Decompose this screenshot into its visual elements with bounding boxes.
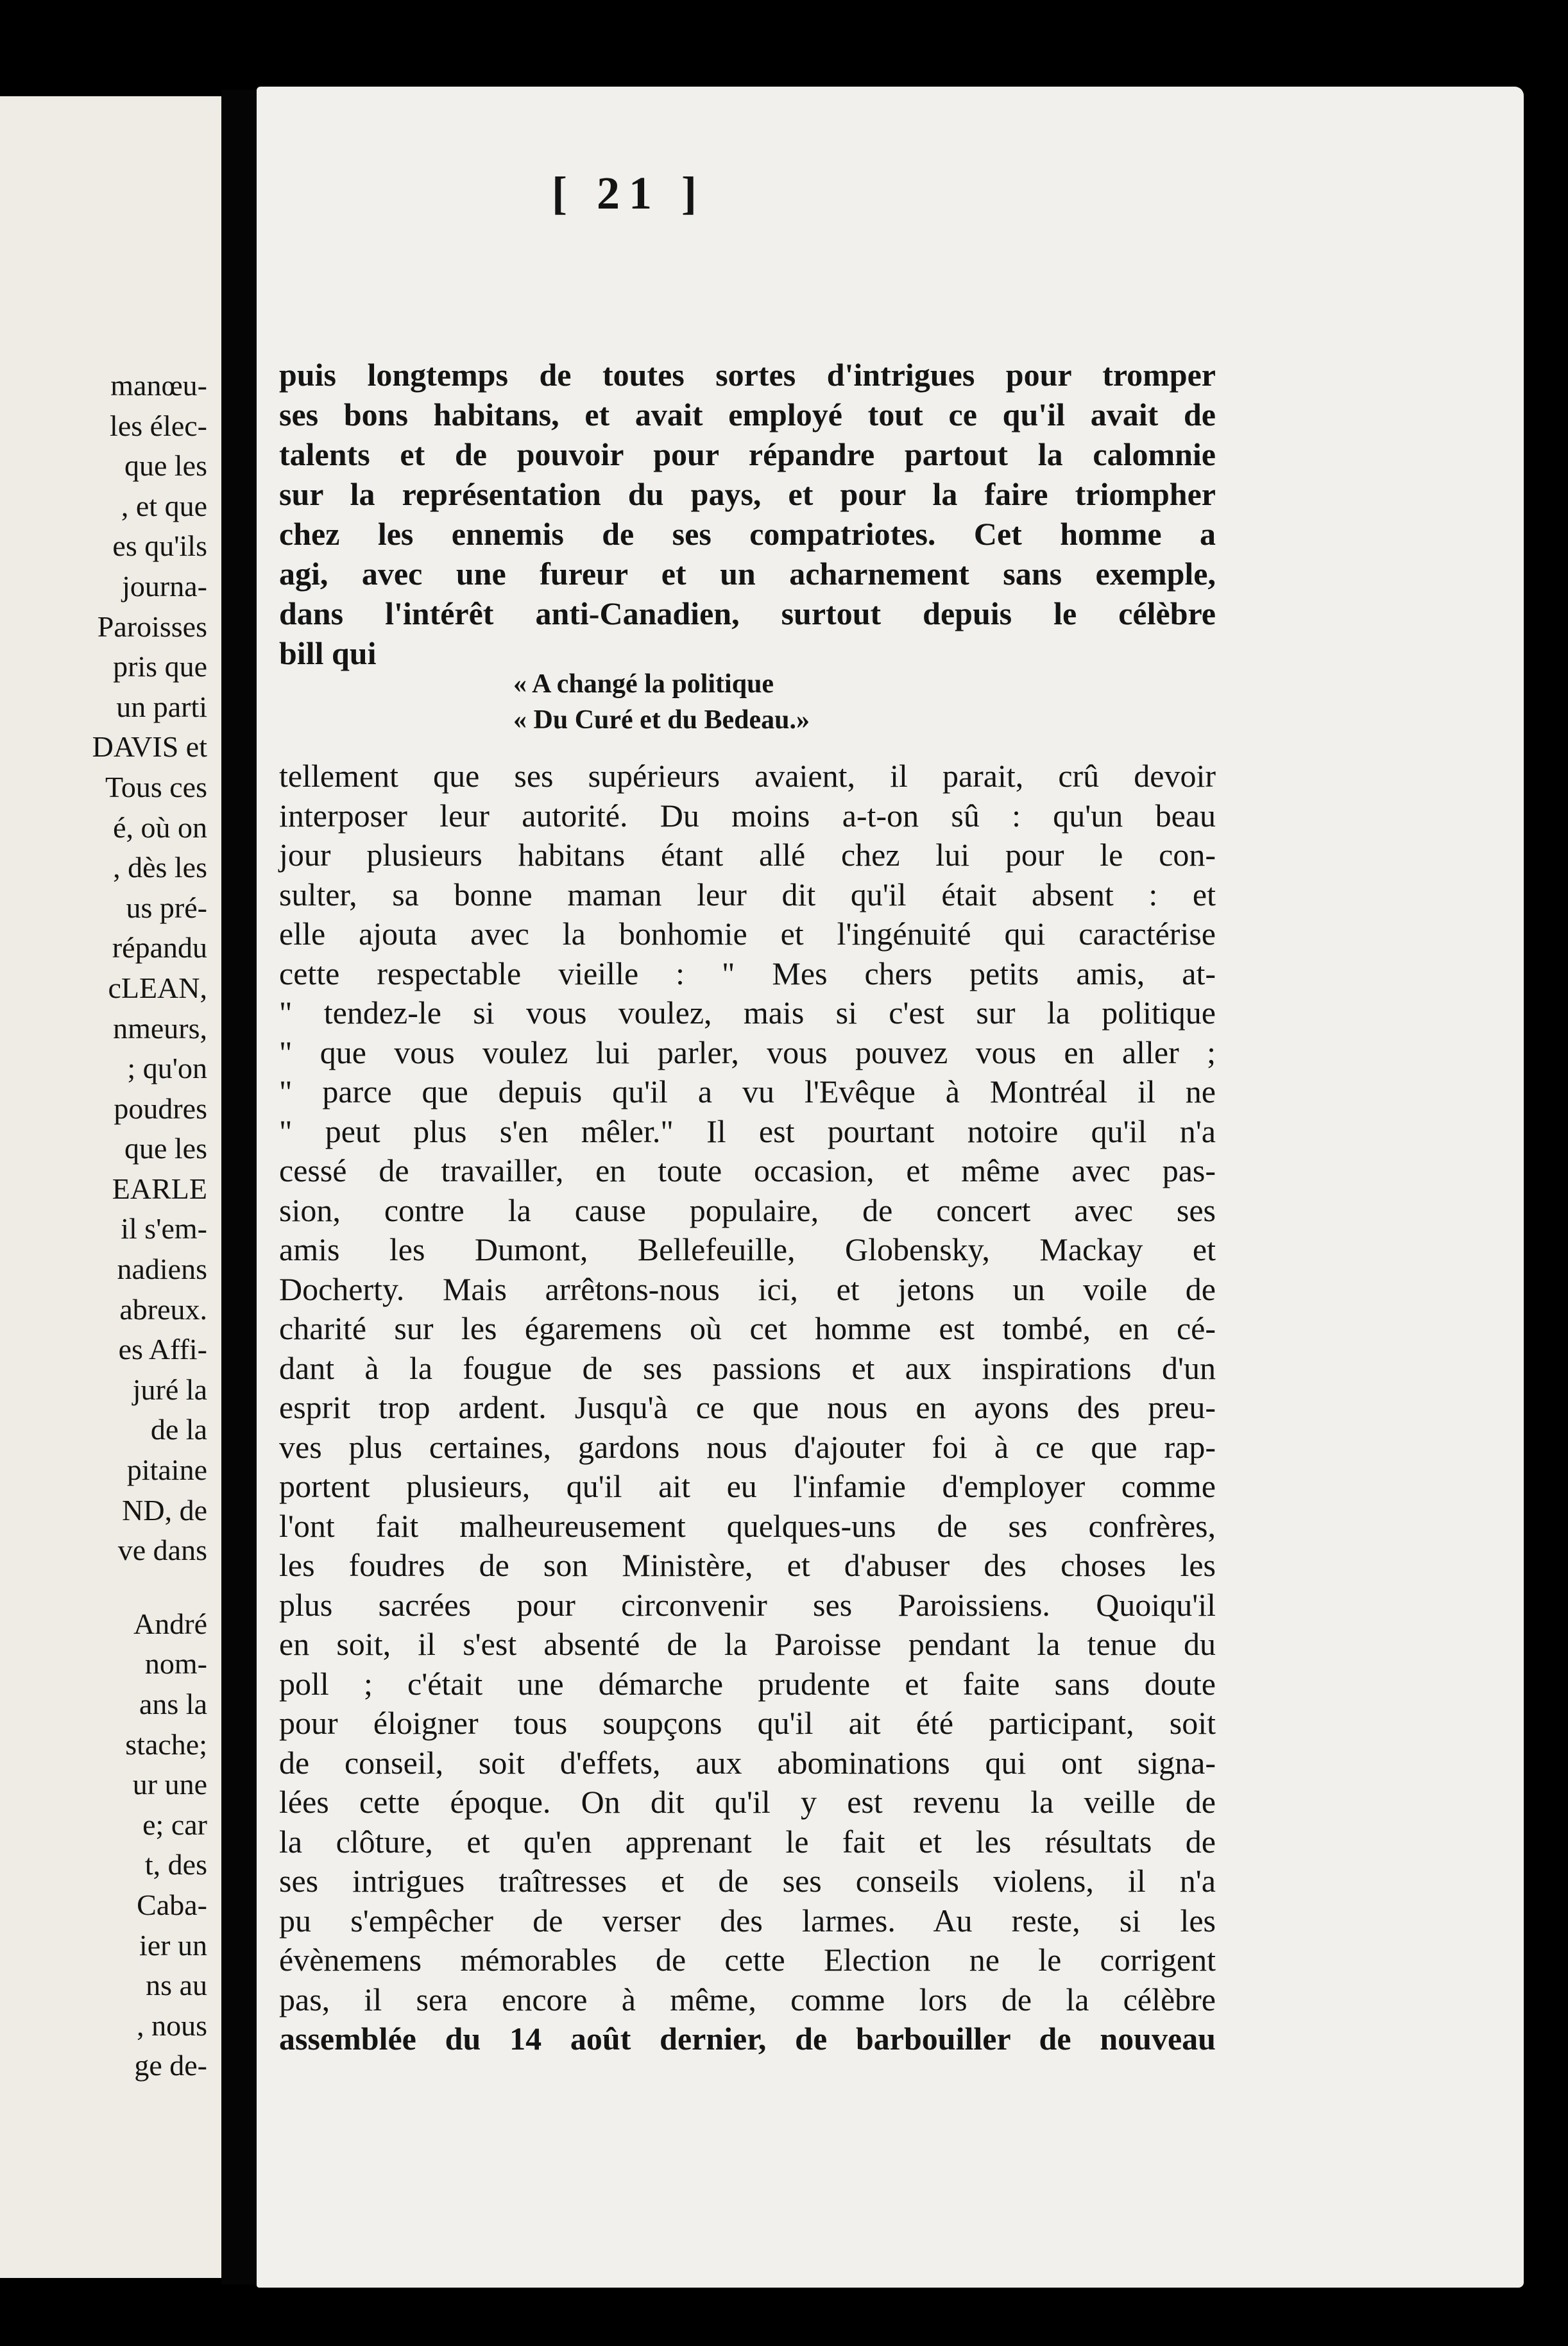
left-page-line: manœu- [110,369,207,402]
left-page-line: pris que [113,650,207,683]
left-page-line: stache; [125,1727,207,1761]
left-page-line: es qu'ils [112,529,207,563]
body-line: " peut plus s'en mêler." Il est pourtant notoire qu'il n'a [279,1113,1216,1149]
quote-line: « Du Curé et du Bedeau.» [513,705,810,735]
left-page-line: nom- [144,1647,207,1681]
left-page-line: André [133,1607,207,1640]
left-page-line: cLEAN, [108,971,207,1004]
left-page-line: journa- [122,569,207,603]
left-page-text [0,366,221,2086]
body-line: agi, avec une fureur et un acharnement sans exemple, [279,556,1216,592]
body-line: elle ajouta avec la bonhomie et l'ingénuité qui caractérise [279,916,1216,952]
left-page-line: é, où on [113,810,207,844]
left-page-line: de la [150,1413,207,1446]
left-page-line: pitaine [126,1453,207,1487]
left-page-line: Tous ces [105,770,207,803]
left-page-line: t, des [144,1848,207,1881]
body-line: " tendez-le si vous voulez, mais si c'est sur la politique [279,995,1216,1031]
left-page [0,96,221,2278]
body-line: en soit, il s'est absenté de la Paroisse pendant la tenue du [279,1626,1216,1662]
body-line: lées cette époque. On dit qu'il y est revenu la veille de [279,1784,1216,1820]
left-page-line: , dès les [113,851,207,884]
body-line: amis les Dumont, Bellefeuille, Globensky, Mackay et [279,1231,1216,1267]
body-line: jour plusieurs habitans étant allé chez lui pour le con- [279,837,1216,873]
book-gutter [221,90,257,2284]
left-page-line: ns au [146,1969,207,2002]
body-line: de conseil, soit d'effets, aux abominations qui ont signa- [279,1745,1216,1781]
body-line: dant à la fougue de ses passions et aux inspirations d'un [279,1350,1216,1386]
body-line: poll ; c'était une démarche prudente et faite sans doute [279,1666,1216,1702]
body-line: charité sur les égaremens où cet homme est tombé, en cé- [279,1310,1216,1346]
left-page-line: ans la [139,1688,207,1720]
left-page-line: es Affi- [118,1333,207,1366]
body-line: évènemens mémorables de cette Election ne le corrigent [279,1942,1216,1978]
body-line: bill qui [279,635,377,671]
left-page-line: répandu [112,931,207,964]
body-line: ses bons habitans, et avait employé tout ce qu'il avait de [279,397,1216,432]
left-page-line: , nous [137,2008,207,2042]
left-page-line: ur une [132,1768,207,1801]
body-line: chez les ennemis de ses compatriotes. Cet homme a [279,516,1216,552]
body-line: la clôture, et qu'en apprenant le fait et les résultats de [279,1824,1216,1860]
left-page-line: DAVIS et [92,730,207,764]
quote-line: « A changé la politique [513,669,774,699]
body-line: cessé de travailler, en toute occasion, et même avec pas- [279,1152,1216,1188]
body-line: esprit trop ardent. Jusqu'à ce que nous en ayons des preu- [279,1389,1216,1425]
body-line: sion, contre la cause populaire, de concert avec ses [279,1192,1216,1228]
page-number-header: [ 21 ] [552,167,706,219]
body-line: plus sacrées pour circonvenir ses Paroissiens. Quoiqu'il [279,1587,1216,1623]
left-page-line: que les [124,1132,207,1165]
body-line: tellement que ses supérieurs avaient, il parait, crû devoir [279,758,1216,794]
left-page-line: abreux. [119,1292,207,1326]
left-page-line: nmeurs, [113,1011,207,1045]
left-page-line: ier un [139,1928,207,1962]
left-page-line: nadiens [117,1253,207,1286]
body-line: " parce que depuis qu'il a vu l'Evêque à Montréal il ne [279,1074,1216,1109]
left-page-line: ND, de [122,1493,207,1527]
left-page-line: Caba- [137,1888,207,1921]
left-page-line: poudres [114,1092,207,1125]
body-line: sur la représentation du pays, et pour la faire triompher [279,476,1216,512]
left-page-line: ; qu'on [127,1052,207,1085]
body-line: les foudres de son Ministère, et d'abuser des choses les [279,1547,1216,1583]
body-line: pu s'empêcher de verser des larmes. Au reste, si les [279,1903,1216,1939]
left-page-line: Paroisses [97,610,207,643]
body-line: pour éloigner tous soupçons qu'il ait été participant, soit [279,1705,1216,1741]
left-page-line: e; car [142,1808,207,1841]
body-line: interposer leur autorité. Du moins a-t-on sû : qu'un beau [279,798,1216,834]
body-line: talents et de pouvoir pour répandre partout la calomnie [279,436,1216,472]
body-line: sulter, sa bonne maman leur dit qu'il était absent : et [279,877,1216,912]
body-line: cette respectable vieille : " Mes chers petits amis, at- [279,955,1216,991]
body-line: " que vous voulez lui parler, vous pouvez vous en aller ; [279,1034,1216,1070]
body-line: portent plusieurs, qu'il ait eu l'infamie d'employer comme [279,1468,1216,1504]
body-line: dans l'intérêt anti-Canadien, surtout depuis le célèbre [279,595,1216,631]
left-page-line: ve dans [117,1534,207,1567]
left-page-line: un parti [116,690,207,723]
left-page-line: juré la [132,1373,207,1406]
body-line: l'ont fait malheureusement quelques-uns de ses confrères, [279,1508,1216,1544]
body-line: ses intrigues traîtresses et de ses conseils violens, il n'a [279,1863,1216,1899]
left-page-line: il s'em- [121,1212,207,1246]
body-line: assemblée du 14 août dernier, de barbouiller de nouveau [279,2021,1216,2057]
left-page-line: les élec- [110,409,207,442]
body-line: ves plus certaines, gardons nous d'ajouter foi à ce que rap- [279,1429,1216,1465]
left-page-line: , et que [121,489,207,522]
left-page-line: ge de- [134,2049,207,2082]
body-line: puis longtemps de toutes sortes d'intrigues pour tromper [279,357,1216,393]
body-line: pas, il sera encore à même, comme lors de la célèbre [279,1982,1216,2017]
body-line: Docherty. Mais arrêtons-nous ici, et jetons un voile de [279,1271,1216,1307]
left-page-line: EARLE [112,1172,207,1205]
left-page-line: que les [124,449,207,483]
left-page-line: us pré- [126,891,207,924]
